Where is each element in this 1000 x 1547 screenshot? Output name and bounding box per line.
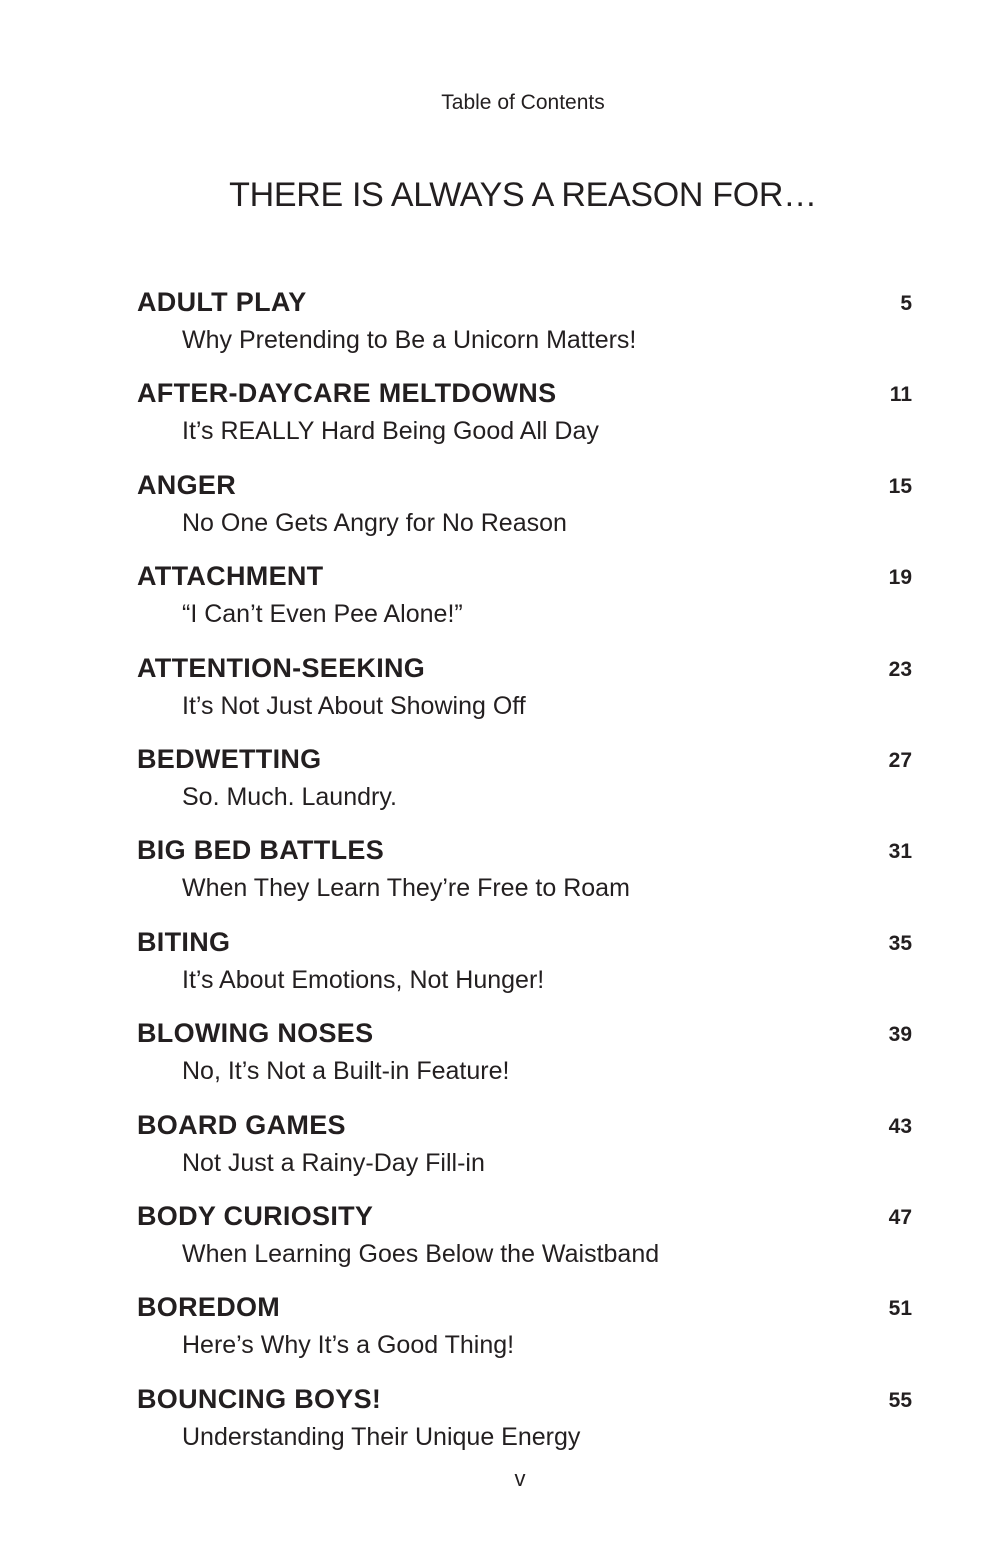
entry-subtitle: Here’s Why It’s a Good Thing!: [182, 1331, 515, 1360]
entry-page-number: 47: [888, 1205, 912, 1229]
entry-subtitle: It’s About Emotions, Not Hunger!: [182, 965, 545, 994]
entry-title: AFTER-DAYCARE MELTDOWNS: [137, 378, 557, 409]
toc-entry[interactable]: [137, 1200, 912, 1291]
entry-subtitle: It’s Not Just About Showing Off: [182, 691, 526, 720]
entry-subtitle: Understanding Their Unique Energy: [182, 1422, 581, 1451]
toc-entry[interactable]: [137, 1383, 912, 1474]
toc-entry[interactable]: [137, 652, 912, 743]
entry-title: ATTACHMENT: [137, 561, 324, 592]
entry-page-number: 39: [888, 1023, 912, 1047]
entry-title: ANGER: [137, 469, 237, 500]
entry-page-number: 23: [888, 657, 912, 681]
entry-page-number: 55: [888, 1388, 912, 1412]
running-head: Table of Contents: [441, 91, 605, 114]
entry-title: BODY CURIOSITY: [137, 1200, 374, 1231]
toc-entry[interactable]: [137, 926, 912, 1017]
entry-subtitle: When Learning Goes Below the Waistband: [182, 1239, 660, 1268]
entry-subtitle: When They Learn They’re Free to Roam: [182, 874, 630, 903]
entry-page-number: 27: [888, 748, 912, 772]
toc-entry[interactable]: [137, 743, 912, 834]
entry-page-number: 5: [900, 292, 912, 315]
entry-subtitle: “I Can’t Even Pee Alone!”: [182, 600, 463, 629]
entry-title: BITING: [137, 926, 231, 957]
entry-subtitle: Why Pretending to Be a Unicorn Matters!: [182, 326, 637, 354]
entry-page-number: 15: [888, 474, 912, 498]
page-number: v: [514, 1466, 526, 1491]
toc-entry[interactable]: [137, 286, 912, 377]
toc-entry[interactable]: [137, 1291, 912, 1382]
entry-title: BIG BED BATTLES: [137, 835, 384, 866]
entry-page-number: 31: [888, 840, 912, 864]
toc-entry[interactable]: [137, 1017, 912, 1108]
toc-entry[interactable]: [137, 377, 912, 468]
entry-title: ATTENTION-SEEKING: [137, 652, 426, 683]
entry-page-number: 43: [888, 1114, 912, 1138]
entry-title: BOREDOM: [137, 1292, 281, 1323]
entry-subtitle: No One Gets Angry for No Reason: [182, 508, 567, 537]
entry-subtitle: Not Just a Rainy-Day Fill-in: [182, 1148, 485, 1177]
entry-title: BOARD GAMES: [137, 1109, 346, 1140]
toc-entry[interactable]: [137, 1109, 912, 1200]
entry-subtitle: It’s REALLY Hard Being Good All Day: [182, 417, 599, 446]
toc-entry[interactable]: [137, 560, 912, 651]
page-title: THERE IS ALWAYS A REASON FOR…: [229, 176, 817, 214]
entry-page-number: 35: [888, 931, 912, 955]
toc-entry[interactable]: [137, 834, 912, 925]
table-of-contents: [137, 286, 912, 1474]
entry-page-number: 19: [888, 566, 912, 590]
entry-title: BLOWING NOSES: [137, 1018, 374, 1049]
entry-title: BOUNCING BOYS!: [137, 1383, 382, 1414]
entry-page-number: 11: [889, 383, 912, 407]
toc-entry[interactable]: [137, 469, 912, 560]
entry-title: BEDWETTING: [137, 743, 322, 774]
entry-title: ADULT PLAY: [137, 287, 307, 317]
entry-subtitle: So. Much. Laundry.: [182, 782, 397, 811]
entry-page-number: 51: [888, 1297, 912, 1321]
entry-subtitle: No, It’s Not a Built-in Feature!: [182, 1057, 510, 1086]
